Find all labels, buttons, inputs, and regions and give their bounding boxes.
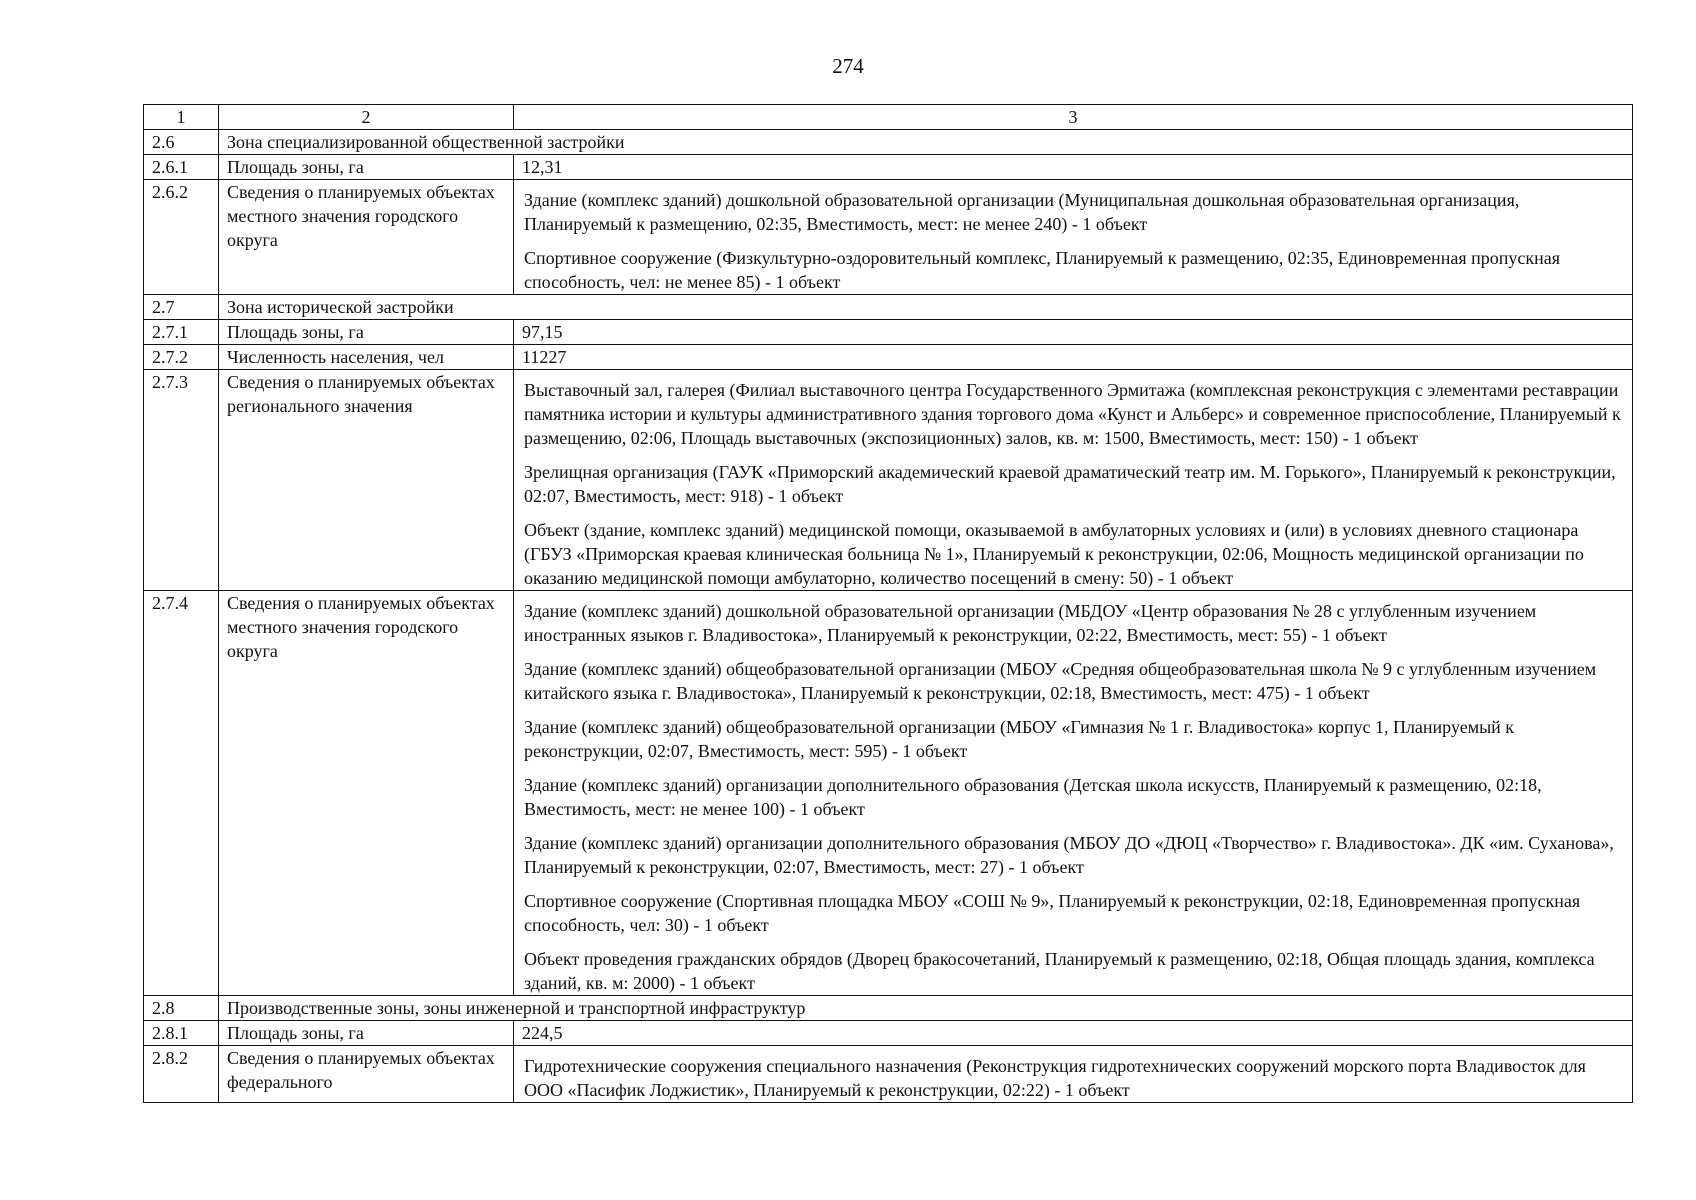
section-title: Зона специализированной общественной застройки (219, 130, 1633, 155)
table-row (144, 1046, 1633, 1103)
table-row (144, 180, 1633, 295)
planned-object-item: Здание (комплекс зданий) дошкольной образовательной организации (МБДОУ «Центр образования № 28 с углубленным изучением иностранных языков г. Владивостока», Планируемый к реконструкции, 02:22, Вместимость, мест: 55) - 1 объект (524, 601, 1537, 645)
section-title: Зона исторической застройки (219, 295, 1633, 320)
planned-object-item: Здание (комплекс зданий) дошкольной образовательной организации (Муниципальная дошкольная образовательная организация, Планируемый к размещению, 02:35, Вместимость, мест: не менее 240) - 1 объект (524, 190, 1520, 234)
row-label: Площадь зоны, га (219, 1021, 514, 1046)
planned-object-item: Выставочный зал, галерея (Филиал выставочного центра Государственного Эрмитажа (комплексная реконструкция с элементами реставрации памятника истории и культуры административного здания торгового дома «Кунст и Альберс» и современное приспособление, Планируемый к размещению, 02:06, Площадь выставочных (экспозиционных) залов, кв. м: 1500, Вместимость, мест: 150) - 1 объект (524, 380, 1621, 448)
header-col-2: 2 (219, 105, 514, 130)
header-col-1: 1 (144, 105, 219, 130)
section-title: Производственные зоны, зоны инженерной и транспортной инфраструктур (219, 996, 1633, 1021)
row-label: Сведения о планируемых объектах федерального (219, 1046, 514, 1103)
page-number: 274 (832, 54, 864, 78)
row-number: 2.8.1 (144, 1021, 219, 1046)
row-number: 2.6.1 (144, 155, 219, 180)
row-label: Площадь зоны, га (219, 320, 514, 345)
planned-object-item: Здание (комплекс зданий) организации дополнительного образования (Детская школа искусств, Планируемый к размещению, 02:18, Вместимость, мест: не менее 100) - 1 объект (524, 775, 1542, 819)
table-row (144, 996, 1633, 1021)
row-number: 2.7.2 (144, 345, 219, 370)
row-label: Сведения о планируемых объектах местного значения городского округа (219, 180, 514, 295)
planned-object-item: Здание (комплекс зданий) организации дополнительного образования (МБОУ ДО «ДЮЦ «Творчество» г. Владивостока». ДК «им. Суханова», Планируемый к реконструкции, 02:07, Вместимость, мест: 27) - 1 объект (524, 833, 1614, 877)
planned-object-item: Объект проведения гражданских обрядов (Дворец бракосочетаний, Планируемый к размещению, 02:18, Общая площадь здания, комплекса зданий, кв. м: 2000) - 1 объект (524, 949, 1595, 993)
header-col-3: 3 (514, 105, 1633, 130)
table-row (144, 370, 1633, 591)
row-label: Численность населения, чел (219, 345, 514, 370)
planned-object-item: Гидротехнические сооружения специального назначения (Реконструкция гидротехнических сооружений морского порта Владивосток для ООО «Пасифик Лоджистик», Планируемый к реконструкции, 02:22) - 1 объект (524, 1056, 1586, 1100)
table-row (144, 345, 1633, 370)
object-list (514, 370, 1633, 591)
row-value: 97,15 (514, 320, 1633, 345)
row-value: 12,31 (514, 155, 1633, 180)
row-number: 2.8.2 (144, 1046, 219, 1103)
row-number: 2.7.4 (144, 591, 219, 996)
row-number: 2.8 (144, 996, 219, 1021)
planned-object-item: Зрелищная организация (ГАУК «Приморский академический краевой драматический театр им. М. Горького», Планируемый к реконструкции, 02:07, Вместимость, мест: 918) - 1 объект (524, 462, 1616, 506)
object-list (514, 1046, 1633, 1103)
row-number: 2.6 (144, 130, 219, 155)
table-row (144, 591, 1633, 996)
table-row (144, 130, 1633, 155)
row-number: 2.7.1 (144, 320, 219, 345)
table-row (144, 320, 1633, 345)
table-row (144, 295, 1633, 320)
planned-object-item: Спортивное сооружение (Спортивная площадка МБОУ «СОШ № 9», Планируемый к реконструкции, 02:18, Единовременная пропускная способность, чел: 30) - 1 объект (524, 891, 1581, 935)
object-list (514, 180, 1633, 295)
row-label: Сведения о планируемых объектах местного значения городского округа (219, 591, 514, 996)
table-row (144, 1021, 1633, 1046)
planned-object-item: Здание (комплекс зданий) общеобразовательной организации (МБОУ «Средняя общеобразовательная школа № 9 с углубленным изучением китайского языка г. Владивостока», Планируемый к реконструкции, 02:18, Вместимость, мест: 475) - 1 объект (524, 659, 1597, 703)
planning-table (143, 104, 1633, 1103)
row-number: 2.7.3 (144, 370, 219, 591)
row-label: Площадь зоны, га (219, 155, 514, 180)
row-value: 224,5 (514, 1021, 1633, 1046)
table-header-row (144, 105, 1633, 130)
row-number: 2.6.2 (144, 180, 219, 295)
row-number: 2.7 (144, 295, 219, 320)
object-list (514, 591, 1633, 996)
table-row (144, 155, 1633, 180)
row-label: Сведения о планируемых объектах регионального значения (219, 370, 514, 591)
planned-object-item: Объект (здание, комплекс зданий) медицинской помощи, оказываемой в амбулаторных условиях и (или) в условиях дневного стационара (ГБУЗ «Приморская краевая клиническая больница № 1», Планируемый к реконструкции, 02:06, Мощность медицинской организации по оказанию медицинской помощи амбулаторно, количество посещений в смену: 50) - 1 объект (524, 520, 1584, 588)
row-value: 11227 (514, 345, 1633, 370)
planned-object-item: Спортивное сооружение (Физкультурно-оздоровительный комплекс, Планируемый к размещению, 02:35, Единовременная пропускная способность, чел: не менее 85) - 1 объект (524, 248, 1560, 292)
planned-object-item: Здание (комплекс зданий) общеобразовательной организации (МБОУ «Гимназия № 1 г. Владивостока» корпус 1, Планируемый к реконструкции, 02:07, Вместимость, мест: 595) - 1 объект (524, 717, 1515, 761)
